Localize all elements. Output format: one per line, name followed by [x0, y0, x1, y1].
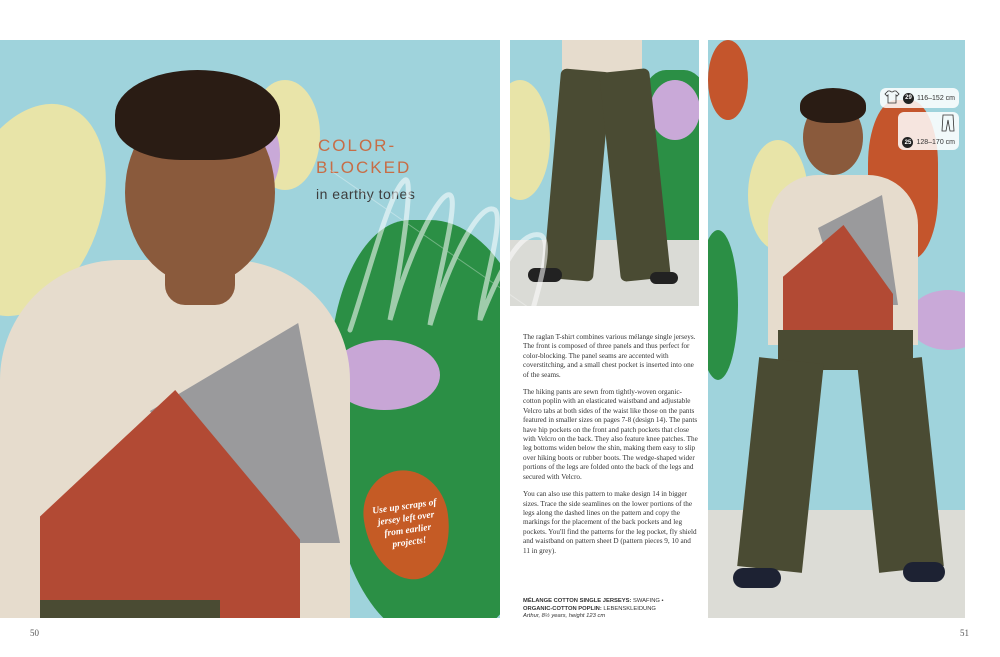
decor-blob: [510, 80, 550, 200]
photo-pants-back-view: [510, 40, 699, 306]
shoe-right: [903, 562, 945, 582]
photo-right-boy-full: [708, 40, 965, 618]
page-number-left: 50: [30, 628, 39, 638]
pants-icon: [941, 114, 955, 134]
credit-jersey-label: MÉLANGE COTTON SINGLE JERSEYS:: [523, 598, 632, 604]
headline-line2: BLOCKED: [316, 158, 412, 177]
callout-text: Use up scraps of jersey left over from earlier projects!: [371, 497, 438, 551]
pants-size-range: 128–170 cm: [916, 139, 955, 146]
hair: [800, 88, 866, 123]
shoe-left: [733, 568, 781, 588]
pants-design-number: 25: [902, 137, 913, 148]
credit-jersey-value: SWAFING •: [631, 598, 664, 604]
credit-poplin-label: ORGANIC-COTTON POPLIN:: [523, 605, 602, 612]
shoe-left: [528, 268, 562, 282]
pants-top: [40, 600, 220, 618]
headline-line1: COLOR-: [318, 136, 397, 155]
page-number-right: 51: [960, 628, 969, 638]
shirt-size-range: 116–152 cm: [916, 94, 955, 102]
credit-model: Arthur, 8½ years, height 123 cm: [523, 613, 606, 619]
neck: [165, 255, 235, 305]
photo-left-boy-portrait: [0, 40, 500, 618]
article-paragraph-3: You can also use this pattern to make design 14 in bigger sizes. Trace the side seamlines on the lower portions of the legs along the dashed lines on the pattern and copy the markings for the placement of the back pockets and leg pockets. You'll find the patterns for the leg pocket, fly shield and waistband on pattern sheet D (pattern pieces 9, 10 and 11 in grey).: [523, 490, 697, 555]
article-text: [523, 333, 698, 564]
headline-subtitle: in earthy tones: [316, 186, 416, 202]
article-paragraph-2: The hiking pants are sewn from tightly-woven organic-cotton poplin with an elasticated waistband and adjustable Velcro tabs at both sides of the waist like those on the pants featured in smaller sizes on pages 7-8 (design 14). The pants have hip pockets on the front and patch pockets that close with Velcro on the back. They also feature knee patches. The leg bottoms widen below the shin, making them easy to slip over hiking boots or rubber boots. The wedge-shaped wider portions of the legs are folded onto the back of the legs and secured with Velcro.: [523, 388, 698, 481]
size-badge-pants: [898, 112, 959, 150]
decor-blob: [708, 40, 748, 120]
hair: [115, 70, 280, 160]
materials-credits: [523, 598, 703, 621]
shoe-right: [650, 272, 678, 284]
decor-blob: [650, 80, 699, 140]
shirt-icon: [884, 90, 900, 106]
shirt-design-number: 29: [903, 93, 914, 104]
size-badge-shirt: [880, 88, 959, 108]
decor-green-shape: [708, 230, 738, 380]
credit-poplin-value: LEBENSKLEIDUNG: [601, 605, 656, 612]
article-paragraph-1: The raglan T-shirt combines various mélange single jerseys. The front is composed of three panels and thus perfect for color-blocking. The panel seams are accented with coverstitching, and a small chest pocket is inserted into one of the seams.: [523, 333, 696, 379]
